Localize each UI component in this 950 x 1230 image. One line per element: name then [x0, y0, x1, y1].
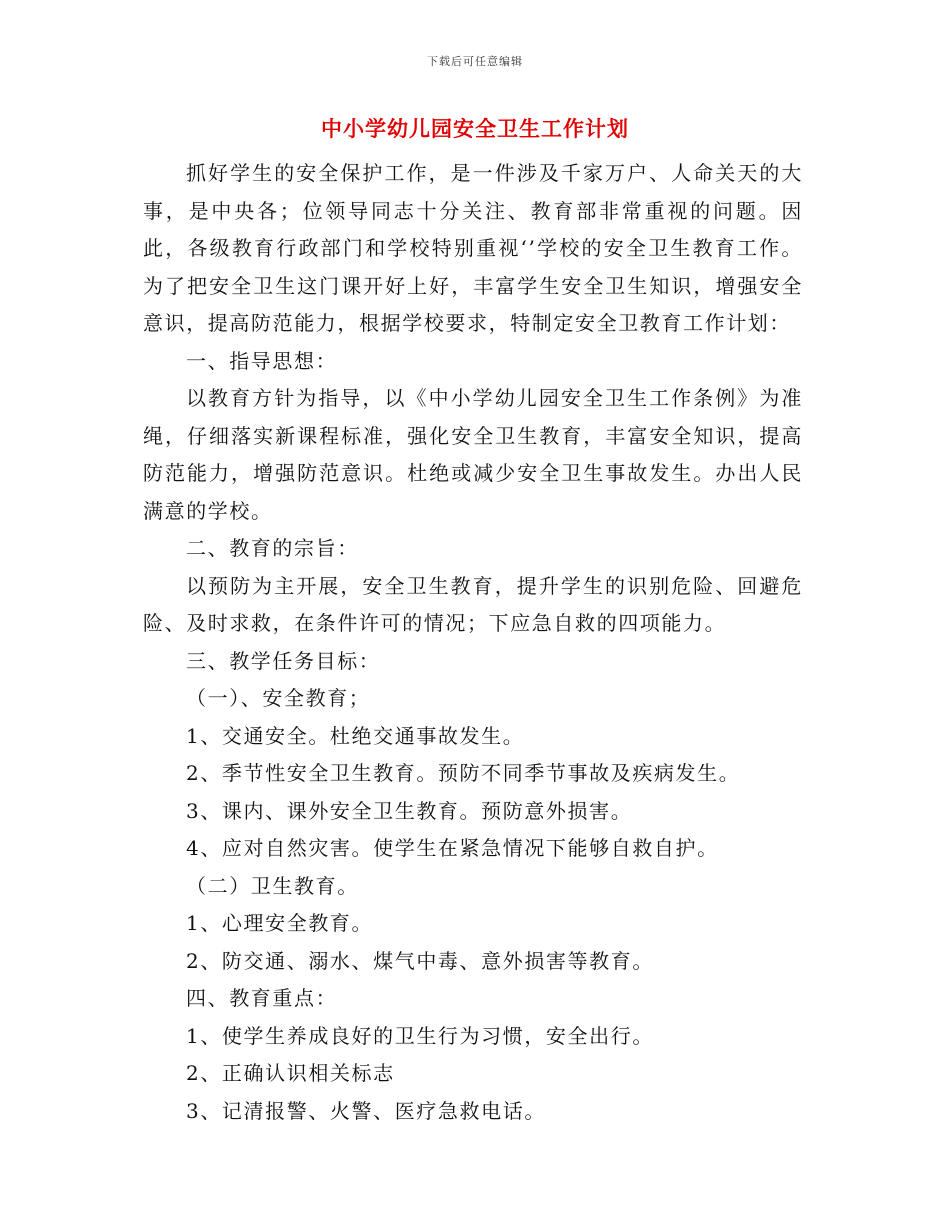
list-item: 4、应对自然灾害。使学生在紧急情况下能够自救自护。 [186, 836, 719, 860]
purpose-paragraph: 以预防为主开展，安全卫生教育，提升学生的识别危险、回避危险、及时求救，在条件许可的情况；下应急自救的四项能力。 [143, 573, 803, 635]
subsection-heading-hygiene: （二）卫生教育。 [186, 873, 359, 898]
subsection-heading-safety: （一）、安全教育； [186, 686, 371, 710]
document-title: 中小学幼儿园安全卫生工作计划 [321, 116, 629, 141]
section-heading-guiding-thought: 一、指导思想： [186, 348, 338, 373]
list-item: 2、正确认识相关标志 [186, 1061, 395, 1085]
list-item: 2、防交通、溺水、煤气中毒、意外损害等教育。 [186, 948, 654, 973]
header-note: 下载后可任意编辑 [427, 55, 523, 68]
section-heading-key-points: 四、教育重点： [186, 986, 338, 1010]
guiding-thought-paragraph: 以教育方针为指导，以《中小学幼儿园安全卫生工作条例》为准绳，仔细落实新课程标准，强化安全卫生教育，丰富安全知识，提高防范能力，增强防范意识。杜绝或减少安全卫生事故发生。办出人民满意的学校。 [143, 386, 803, 523]
intro-paragraph: 抓好学生的安全保护工作，是一件涉及千家万户、人命关天的大事，是中央各；位领导同志十分关注、教育部非常重视的问题。因此，各级教育行政部门和学校特别重视‘’学校的安全卫生教育工作。为了把安全卫生这门课开好上好，丰富学生安全卫生知识，增强安全意识，提高防范能力，根据学校要求，特制定安全卫教育工作计划： [143, 161, 803, 335]
list-item: 1、心理安全教育。 [186, 911, 374, 935]
list-item: 1、交通安全。杜绝交通事故发生。 [186, 723, 525, 748]
list-item: 2、季节性安全卫生教育。预防不同季节事故及疾病发生。 [186, 761, 741, 785]
section-heading-goals: 三、教学任务目标： [186, 648, 381, 673]
document-body [143, 155, 803, 1130]
section-heading-purpose: 二、教育的宗旨： [186, 536, 359, 560]
list-item: 3、课内、课外安全卫生教育。预防意外损害。 [186, 798, 633, 823]
list-item: 3、记清报警、火警、医疗急救电话。 [186, 1098, 546, 1123]
list-item: 1、使学生养成良好的卫生行为习惯，安全出行。 [186, 1023, 654, 1048]
